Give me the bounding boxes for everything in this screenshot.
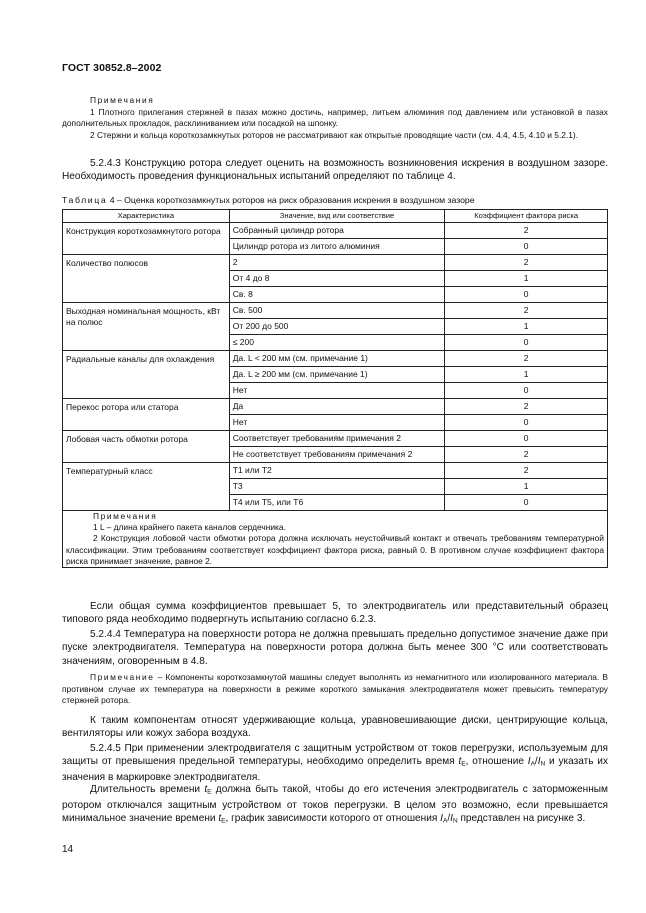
value-cell: 2 (229, 255, 445, 271)
factor-cell: 0 (445, 239, 608, 255)
value-cell: Нет (229, 415, 445, 431)
table-row (63, 431, 608, 447)
value-cell: Да. L ≥ 200 мм (см. примечание 1) (229, 367, 445, 383)
value-cell: Т4 или Т5, или Т6 (229, 495, 445, 511)
factor-cell: 1 (445, 319, 608, 335)
factor-cell: 0 (445, 383, 608, 399)
value-cell: Т3 (229, 479, 445, 495)
table-notes (63, 511, 608, 568)
factor-cell: 2 (445, 303, 608, 319)
factor-cell: 1 (445, 479, 608, 495)
factor-cell: 1 (445, 271, 608, 287)
factor-cell: 0 (445, 287, 608, 303)
value-cell: Т1 или Т2 (229, 463, 445, 479)
table-row (63, 399, 608, 415)
table-caption (62, 195, 622, 205)
factor-cell: 0 (445, 335, 608, 351)
table-note-item: 2 Конструкция лобовой части обмотки ротора должна исключать неустойчивый контакт и отвечать требованиям температурной классификации. Этим требованиям соответствует коэффициент фактора риска, равный 0. В противном случае коэффициент фактора риска принимает значение, равное 2. (66, 533, 604, 566)
factor-cell: 2 (445, 223, 608, 239)
factor-cell: 0 (445, 415, 608, 431)
value-cell: От 4 до 8 (229, 271, 445, 287)
value-cell: Да. L < 200 мм (см. примечание 1) (229, 351, 445, 367)
column-header: Коэффициент фактора риска (445, 210, 608, 223)
characteristic-cell: Лобовая часть обмотки ротора (63, 431, 230, 463)
value-cell: ≤ 200 (229, 335, 445, 351)
note-single (62, 672, 608, 707)
table-notes-heading: Примечания (93, 511, 158, 521)
value-cell: Св. 500 (229, 303, 445, 319)
table-header-row (63, 210, 608, 223)
characteristic-cell: Радиальные каналы для охлаждения (63, 351, 230, 399)
paragraph-components: К таким компонентам относят удерживающие кольца, уравновешивающие диски, центрирующие кольца, вентиляторы или кожух забора воздуха. (62, 715, 608, 740)
value-cell: Цилиндр ротора из литого алюминия (229, 239, 445, 255)
table-row (63, 351, 608, 367)
factor-cell: 0 (445, 495, 608, 511)
paragraph-5-2-4-4: 5.2.4.4 Температура на поверхности ротора не должна превышать предельно допустимое значение даже при пуске электродвигателя. Температура на поверхности ротора должна быть менее 300 °С или соответствовать значениям, оговоренным в 4.8. (62, 629, 608, 667)
value-cell: Собранный цилиндр ротора (229, 223, 445, 239)
table-notes-row (63, 511, 608, 568)
characteristic-cell: Выходная номинальная мощность, кВт на полюс (63, 303, 230, 351)
factor-cell: 2 (445, 399, 608, 415)
table-row (63, 463, 608, 479)
notes-heading: Примечания (90, 95, 155, 105)
table-caption-text: 4 – Оценка короткозамкнутых роторов на риск образования искрения в воздушном зазоре (109, 195, 475, 205)
paragraph-5-2-4-5: 5.2.4.5 При применении электродвигателя с защитным устройством от токов перегрузки, используемым для защиты от превышения предельной температуры, необходимо определить время $t_E$, отношение $I_A/I_N$ и указать их значения в маркировке электродвигателя. (62, 743, 608, 784)
note-heading: Примечание (90, 672, 155, 682)
characteristic-cell: Перекос ротора или статора (63, 399, 230, 431)
factor-cell: 1 (445, 367, 608, 383)
note-item: 1 Плотного прилегания стержней в пазах можно достичь, например, литьем алюминия под давлением или установкой в пазах дополнительных прокладок, расклиниванием или посадкой на шпонку. (62, 106, 608, 128)
factor-cell: 2 (445, 447, 608, 463)
factor-cell: 2 (445, 351, 608, 367)
page-number: 14 (62, 844, 74, 855)
paragraph-duration: Длительность времени $t_E$ должна быть такой, чтобы до его истечения электродвигатель с заторможенным ротором отключался защитным устройством от токов перегрузки. В целом это возможно, если превышается минимальное значение времени $t_E$, график зависимости которого от отношения $I_A/I_N$ представлен на рисунке 3. (62, 784, 608, 825)
note-text: – Компоненты короткозамкнутой машины следует выполнять из немагнитного или изолированного материала. В противном случае их температура на поверхности в режиме короткого замыкания электродвигателя может превысить температуру стержней ротора. (62, 672, 608, 705)
value-cell: Да (229, 399, 445, 415)
notes-top (62, 95, 608, 141)
table-row (63, 255, 608, 271)
column-header: Характеристика (63, 210, 230, 223)
value-cell: Св. 8 (229, 287, 445, 303)
column-header: Значение, вид или соответствие (229, 210, 445, 223)
paragraph-5-2-4-3: 5.2.4.3 Конструкцию ротора следует оценить на возможность возникновения искрения в воздушном зазоре. Необходимость проведения функциональных испытаний определяют по таблице 4. (62, 158, 608, 183)
table-note-item: 1 L – длина крайнего пакета каналов сердечника. (93, 522, 286, 533)
document-header: ГОСТ 30852.8–2002 (62, 62, 162, 74)
table-row (63, 303, 608, 319)
characteristic-cell: Количество полюсов (63, 255, 230, 303)
characteristic-cell: Температурный класс (63, 463, 230, 511)
value-cell: Соответствует требованиям примечания 2 (229, 431, 445, 447)
characteristic-cell: Конструкция короткозамкнутого ротора (63, 223, 230, 255)
value-cell: Не соответствует требованиям примечания 2 (229, 447, 445, 463)
factor-cell: 2 (445, 463, 608, 479)
factor-cell: 0 (445, 431, 608, 447)
table-row (63, 223, 608, 239)
paragraph-sum: Если общая сумма коэффициентов превышает 5, то электродвигатель или представительный образец типового ряда необходимо подвергнуть испытанию согласно 6.2.3. (62, 601, 608, 626)
factor-cell: 2 (445, 255, 608, 271)
note-item: 2 Стержни и кольца короткозамкнутых роторов не рассматривают как открытые проводящие части (см. 4.4, 4.5, 4.10 и 5.2.1). (90, 129, 579, 140)
value-cell: Нет (229, 383, 445, 399)
value-cell: От 200 до 500 (229, 319, 445, 335)
table-4 (62, 209, 608, 568)
table-caption-label: Таблица (62, 195, 108, 205)
